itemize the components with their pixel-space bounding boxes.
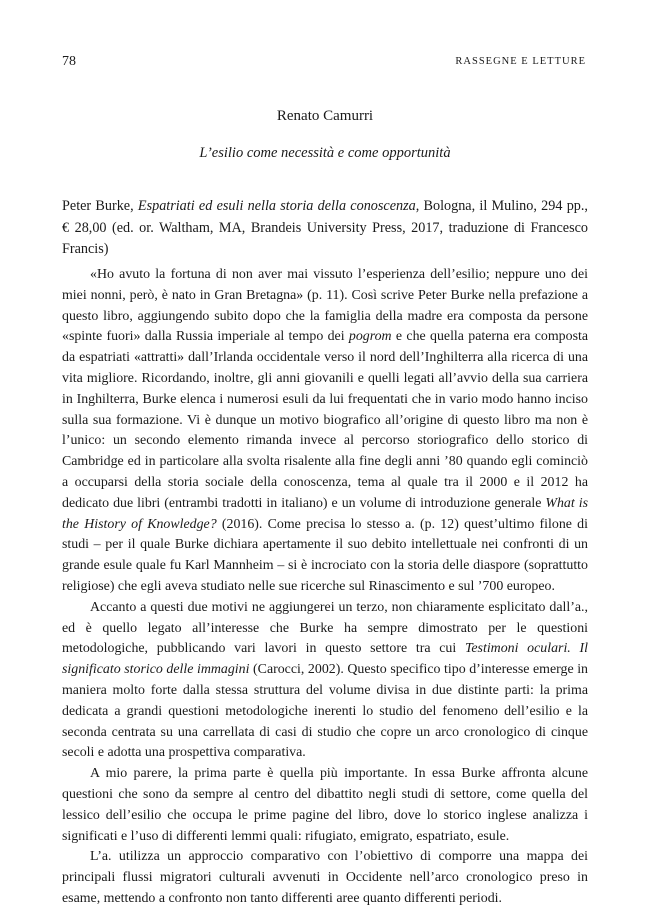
body-paragraph [62, 847, 588, 909]
text-run: (2016). Come precisa lo stesso a. (p. 12) quest’ultimo filone di studi – per il quale Burke dichiara apertamente il suo debito intellettuale nei confronti di un grande esule quale fu Karl Mannheim – si è incrociato con la storia delle diaspore (soprattutto religiose) che egli aveva studiato nelle sue ricerche sul Rinascimento e sul ’700 europeo. [62, 516, 588, 594]
article-title: L’esilio come necessità e come opportunità [199, 145, 451, 161]
book-author: Peter Burke, [62, 198, 138, 214]
book-reference [62, 196, 588, 261]
body-paragraph [62, 265, 588, 598]
text-run: e che quella paterna era composta da espatriati «attratti» dall’Irlanda occidentale verso il nord dell’Inghilterra alla ricerca di una vita migliore. Ricordando, inoltre, gli anni giovanili e quelli legati all’avvio della sua carriera in Inghilterra, Burke elenca i numerosi esuli da lui frequentati che in vario modo hanno inciso sulla sua formazione. Vi è dunque un motivo biografico all’origine di questo libro ma non è l’unico: un secondo elemento rimanda invece al percorso storiografico dello storico di Cambridge ed in particolare alla svolta risalente alla fine degli anni ’80 quando egli cominciò a occuparsi della storia sociale della conoscenza, tema al quale tra il 2000 e il 2012 ha dedicato due libri (entrambi tradotti in italiano) e un volume di introduzione generale [62, 329, 588, 511]
body-paragraph [62, 764, 588, 847]
page-number: 78 [62, 54, 76, 69]
text-run: Accanto a questi due motivi ne aggiungerei un terzo, non chiaramente esplicitato dall’a., ed è quello legato all’interesse che Burke ha sempre dimostrato per le questioni metodologiche, pubblicando vari lavori in questo settore tra cui [62, 599, 588, 657]
running-head: RASSEGNE E LETTURE [455, 56, 586, 67]
article-author: Renato Camurri [276, 108, 374, 124]
body-paragraph [62, 598, 588, 764]
text-run: L’a. utilizza un approccio comparativo con l’obiettivo di comporre una mappa dei principali flussi migratori culturali avvenuti in Occidente nell’arco cronologico preso in esame, mettendo a confronto non tanto differenti aree quanto differenti periodi. [62, 849, 588, 906]
article-body [62, 265, 588, 910]
italic-book-title: What is the History of Knowledge? [62, 495, 589, 532]
text-run: A mio parere, la prima parte è quella più importante. In essa Burke affronta alcune questioni che sono da sempre al centro del dibattito negli studi di settore, come quella del lessico dell’esilio che occupa le prime pagine del libro, dove lo storico inglese analizza i significati e l’uso di differenti lemmi quali: rifugiato, emigrato, espatriato, esule. [62, 766, 588, 844]
text-run: (Carocci, 2002). Questo specifico tipo d’interesse emerge in maniera molto forte dalla stessa struttura del volume divisa in due distinte parti: la prima dedicata a grandi questioni metodologiche inerenti lo studio del fenomeno dell’esilio e la seconda centrata su una carrellata di casi di studio che copre un arco cronologico di cinque secoli e adotta una prospettiva comparativa. [62, 662, 588, 761]
page-header [62, 54, 586, 72]
book-details: , Bologna, il Mulino, 294 pp., € 28,00 (ed. or. Waltham, MA, Brandeis University Press, 2017, traduzione di Francesco Francis) [62, 198, 588, 257]
italic-book-title: Testimoni oculari. Il significato storico delle immagini [62, 641, 588, 678]
book-title: Espatriati ed esuli nella storia della conoscenza [137, 198, 416, 214]
italic-term: pogrom [348, 329, 392, 345]
text-run: «Ho avuto la fortuna di non aver mai vissuto l’esperienza dell’esilio; neppure uno dei miei nonni, però, è nato in Gran Bretagna» (p. 11). Così scrive Peter Burke nella prefazione a questo libro, aggiungendo subito dopo che la famiglia della madre era composta da persone «spinte fuori» dalla Russia imperiale al tempo dei [62, 267, 588, 345]
